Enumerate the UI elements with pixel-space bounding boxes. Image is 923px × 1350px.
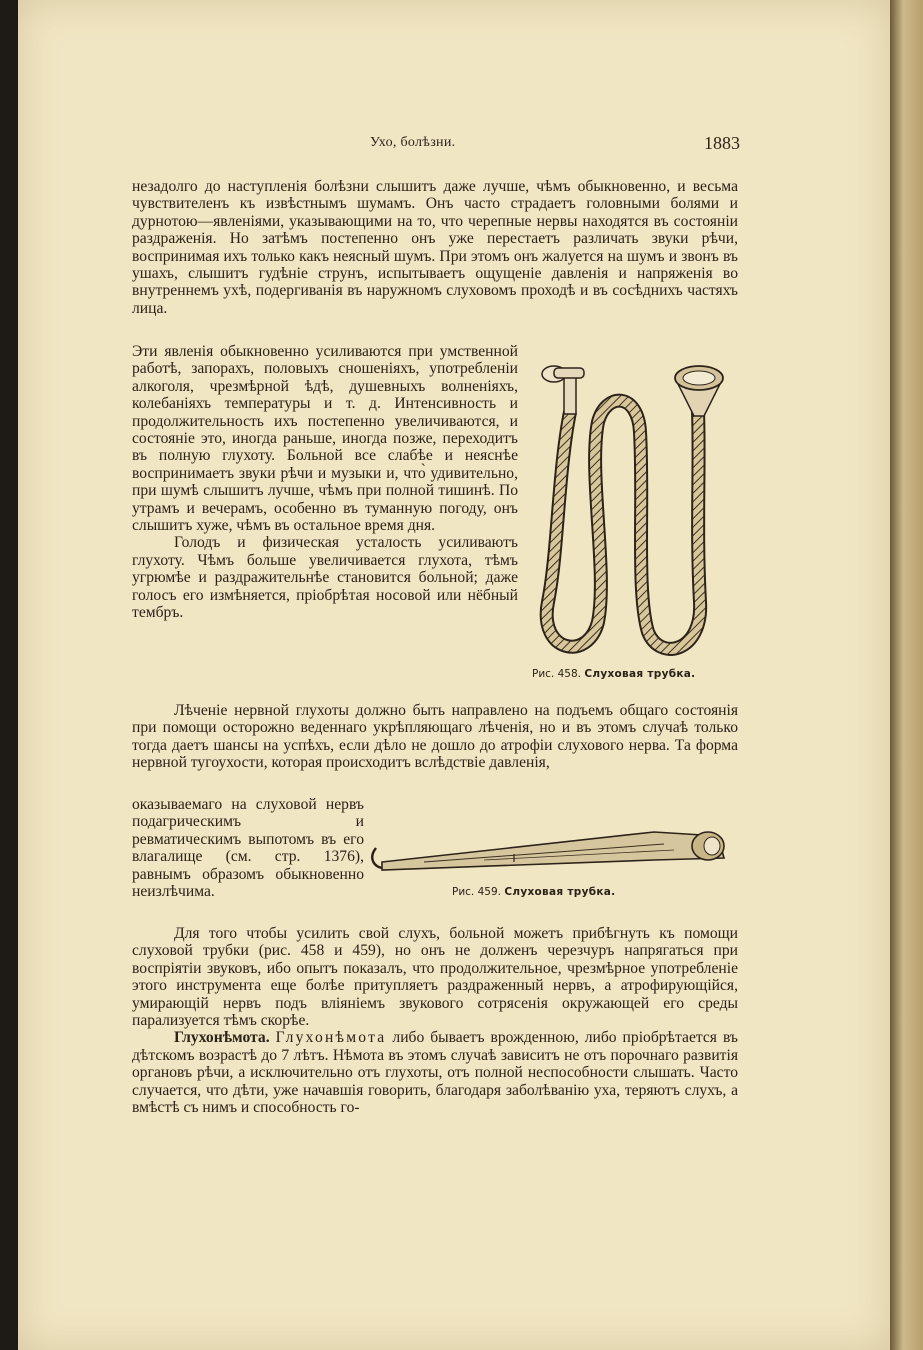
paragraph-text: оказываемаго на слуховой нервъ подагрическимъ и ревматическимъ выпотомъ въ его влагалище (см. стр. 1376), равнымъ образомъ обыкновенно неизлѣчима. — [132, 796, 364, 901]
paragraph-text: Эти явленія обыкновенно усиливаются при умственной работѣ, запорахъ, половыхъ сношеніяхъ, употребленіи алкоголя, чрезмѣрной ѣдѣ, душевныхъ волненіяхъ, колебаніяхъ температуры и т. д. Интенсивность и продолжительность ихъ постепенно увеличиваются, и состояніе это, иногда раньше, иногда позже, переходитъ въ полную глухоту. Больной все слабѣе и неяснѣе воспринимаетъ звуки рѣчи и музыки и, что̀ удивительно, при шумѣ слышитъ лучше, чѣмъ при полной тишинѣ. По утрамъ и вечерамъ, особенно въ туманную погоду, онъ слышитъ хуже, чѣмъ въ остальное время дня. — [132, 343, 518, 535]
paragraph-5-6 — [132, 925, 738, 1116]
paragraph-4-continued — [132, 796, 364, 900]
section-heading: Глухонѣмота. — [174, 1029, 270, 1047]
paragraph-text: Лѣченіе нервной глухоты должно быть направлено на подъемъ общаго состоянія при помощи осторожно веденнаго укрѣпляющаго лѣченія, но и въ этомъ случаѣ только тогда даетъ шансы на успѣхъ, если дѣло не дошло до атрофіи слухового нерва. Та форма нервной тугоухости, которая происходитъ вслѣдствіе давленія, — [132, 702, 738, 772]
figure-458-caption — [532, 668, 695, 680]
paragraph-text: Для того чтобы усилить свой слухъ, больной можетъ прибѣгнуть къ помощи слуховой трубки (рис. 458 и 459), но онъ не долженъ черезчуръ напрягаться при воспріятіи звуковъ, ибо опытъ показалъ, что продолжительное, чрезмѣрное употребленіе этого инструмента еще болѣе притупляетъ раздраженный нервъ, а атрофирующійся, умирающій нервъ подъ вліяніемъ звукового сотрясенія окружающей его среды парализуется тѣмъ скорѣе. — [132, 925, 738, 1030]
book-gutter — [0, 0, 18, 1350]
paragraph-4 — [132, 702, 738, 772]
hearing-tube-coiled-illustration — [528, 352, 740, 668]
figure-459-caption — [452, 886, 615, 898]
page-header — [112, 133, 740, 159]
spaced-term: Глухонѣмота — [275, 1029, 387, 1047]
running-title: Ухо, болѣзни. — [370, 135, 456, 150]
paragraph-text: Голодъ и физическая усталость усиливаютъ глухоту. Чѣмъ больше увеличивается глухота, тѣмъ угрюмѣе и раздражительнѣе становится больной; даже голосъ его измѣняется, пріобрѣтая носовой или нёбный тембръ. — [132, 534, 518, 622]
figure-number: Рис. 459. — [452, 886, 501, 898]
page-number: 1883 — [704, 133, 740, 153]
paragraph-1 — [132, 178, 738, 317]
paragraph-glukhonemota — [132, 1029, 738, 1116]
paragraph-text: незадолго до наступленія болѣзни слышитъ даже лучше, чѣмъ обыкновенно, и весьма чувствителенъ къ извѣстнымъ шумамъ. Онъ часто страдаетъ головными болями и дурнотою—явленіями, указывающими на то, что черепные нервы находятся въ состояніи раздраженія. Но затѣмъ постепенно онъ уже перестаетъ различать звуки рѣчи, воспринимая ихъ только какъ неясный шумъ. При этомъ онъ жалуется на шумъ и звонъ въ ушахъ, слышитъ гудѣніе струнъ, испытываетъ ощущеніе давленія и напряженія во внутреннемъ ухѣ, подергиванія въ наружномъ слуховомъ проходѣ и въ сосѣднихъ частяхъ лица. — [132, 178, 738, 317]
page-edge — [890, 0, 923, 1350]
figure-number: Рис. 458. — [532, 668, 581, 680]
paragraph-text: либо бываетъ врожденною, либо пріобрѣтается въ дѣтскомъ возрастѣ до 7 лѣтъ. Нѣмота въ этомъ случаѣ зависитъ не отъ порочнаго развитія органовъ рѣчи, а исключительно отъ глухоты, отъ полной неспособности слышать. Часто случается, что дѣти, уже начавшія говорить, благодаря заболѣванію уха, теряютъ слухъ, а вмѣстѣ съ нимъ и способность го- — [132, 1029, 738, 1117]
figure-title: Слуховая трубка. — [504, 886, 616, 898]
figure-title: Слуховая трубка. — [584, 668, 696, 680]
paragraph-2-3 — [132, 343, 518, 622]
hearing-tube-straight-illustration — [364, 818, 740, 882]
